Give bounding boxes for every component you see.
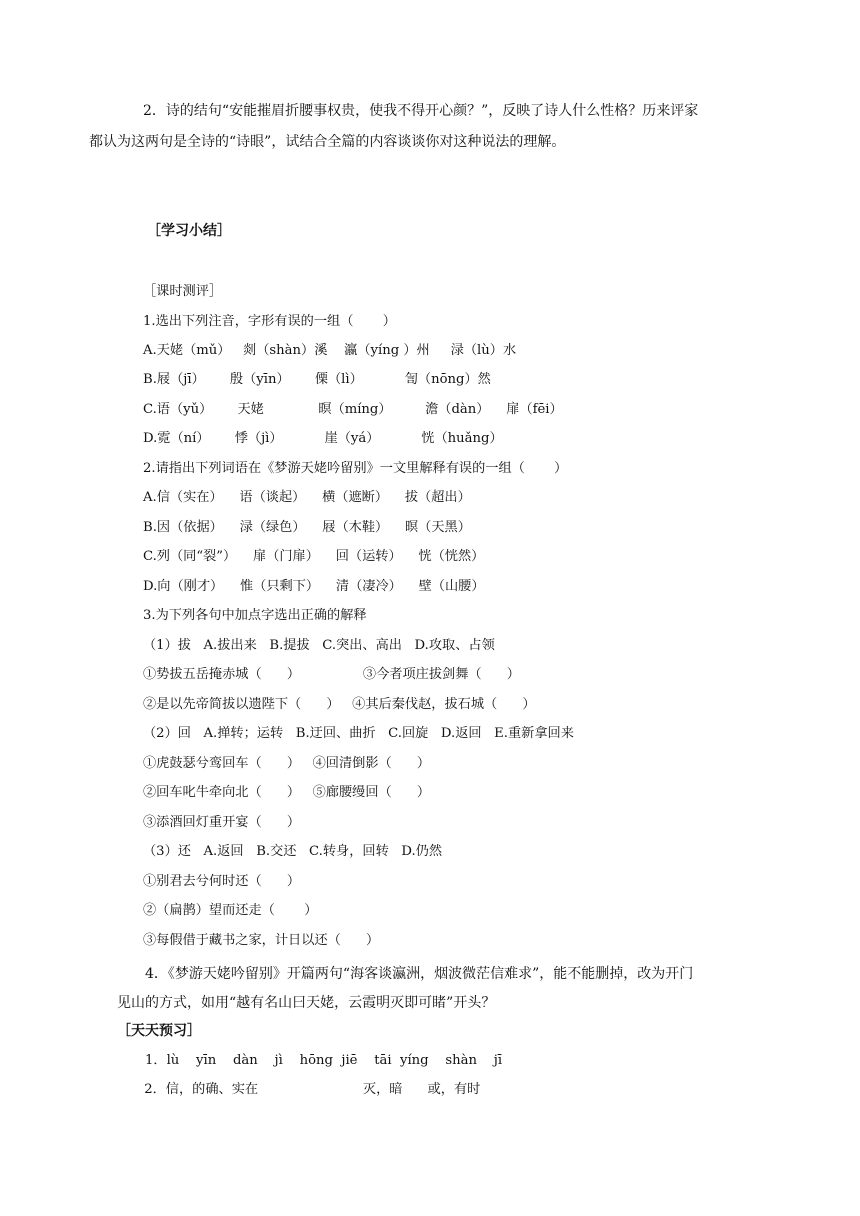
q3-group-1: （1）拔 A.拔出来 B.提拔 C.突出、高出 D.攻取、占领: [143, 638, 495, 653]
q3-group-2-items-a: ①虎鼓瑟兮鸾回车（ ） ④回清倒影（ ）: [143, 756, 431, 771]
q1-stem: 1.选出下列注音，字形有误的一组（ ）: [143, 314, 396, 329]
q2-option-a: A.信（实在） 语（谈起） 横（遮断） 拔（超出）: [143, 490, 471, 505]
q3-group-1-items-b: ②是以先帝简拔以遗陛下（ ） ④其后秦伐赵，拔石城（ ）: [143, 697, 536, 712]
q3-group-3-items-c: ③每假借于藏书之家，计日以还（ ）: [143, 933, 380, 948]
q1-option-d: D.霓（ní） 悸（jì） 崖（yá） 恍（huǎng）: [143, 431, 503, 446]
preview-answer-2: 2．信，的确、实在 灭，暗 或，有时: [140, 1082, 481, 1097]
q2-stem: 2.请指出下列词语在《梦游天姥吟留别》一文里解释有误的一组（ ）: [143, 461, 568, 476]
q3-group-3-items-b: ②（扁鹊）望而还走（ ）: [143, 903, 318, 918]
q2-option-d: D.向（刚才） 惟（只剩下） 清（凄冷） 壁（山腰）: [143, 579, 485, 594]
q1-option-a: A.天姥（mǔ） 剡（shàn）溪 瀛（yíng ）州 渌（lù）水: [143, 343, 517, 358]
preview-heading: ［天天预习］: [117, 1023, 201, 1039]
q1-option-c: C.语（yǔ） 天姥 暝（míng） 澹（dàn） 扉（fēi）: [143, 402, 563, 417]
test-heading: ［课时测评］: [143, 284, 223, 299]
q3-group-3-items-a: ①别君去兮何时还（ ）: [143, 874, 301, 889]
q4-line-2: 见山的方式，如用“越有名山曰天姥，云霞明灭即可睹”开头？: [117, 995, 496, 1011]
q2-option-b: B.因（依据） 渌（绿色） 屐（木鞋） 暝（天黑）: [143, 520, 471, 535]
question-2-line-1: 2．诗的结句“安能摧眉折腰事权贵，使我不得开心颜？”，反映了诗人什么性格？历来评家: [143, 103, 699, 119]
q2-option-c: C.列（同“裂”） 扉（门扉） 回（运转） 恍（恍然）: [143, 549, 485, 564]
q3-stem: 3.为下列各句中加点字选出正确的解释: [143, 608, 367, 623]
q3-group-1-items-a: ①势拔五岳掩赤城（ ） ③今者项庄拔剑舞（ ）: [143, 667, 520, 682]
q3-group-2-items-c: ③添酒回灯重开宴（ ）: [143, 815, 301, 830]
preview-answer-1: 1．lù yīn dàn jì hōng jiē tāi yíng shàn jī: [145, 1053, 503, 1068]
q3-group-2: （2）回 A.掸转；运转 B.迂回、曲折 C.回旋 D.返回 E.重新拿回来: [143, 726, 574, 741]
q1-option-b: B.屐（jī） 殷（yīn） 傈（lì） 訇（nōng）然: [143, 372, 491, 387]
q4-line-1: 4．《梦游天姥吟留别》开篇两句“海客谈瀛洲，烟波微茫信难求”，能不能删掉，改为开门: [145, 966, 694, 982]
q3-group-2-items-b: ②回车叱牛牵向北（ ） ⑤廊腰缦回（ ）: [143, 785, 431, 800]
question-2-line-2: 都认为这两句是全诗的“诗眼”，试结合全篇的内容谈谈你对这种说法的理解。: [89, 134, 566, 150]
q3-group-3: （3）还 A.返回 B.交还 C.转身，回转 D.仍然: [143, 844, 443, 859]
summary-heading: ［学习小结］: [147, 223, 231, 239]
